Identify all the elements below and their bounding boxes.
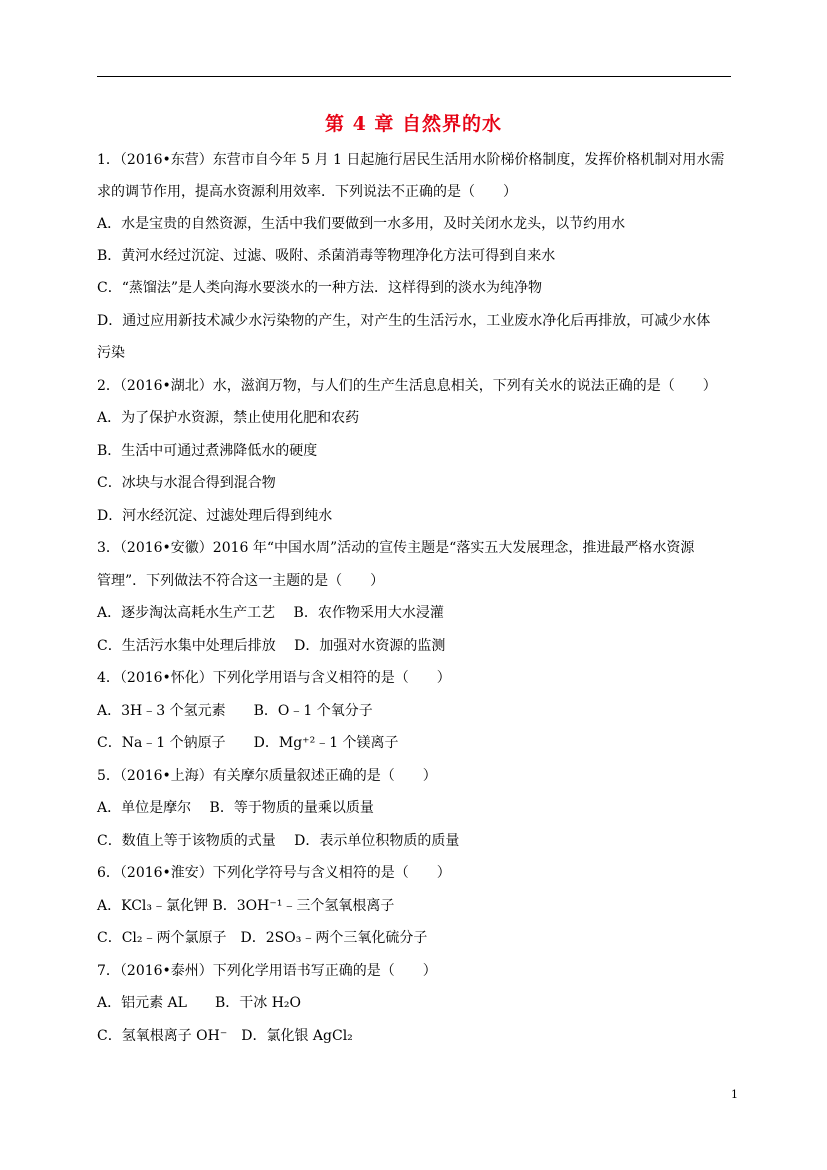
- q2-option-c: C．冰块与水混合得到混合物: [97, 475, 276, 491]
- q4-stem: 4．（2016•怀化）下列化学用语与含义相符的是（ ）: [97, 670, 451, 686]
- q7-stem: 7．（2016•泰州）下列化学用语书写正确的是（ ）: [97, 963, 437, 979]
- q7-options-cd: C．氢氧根离子 OH⁻ D．氯化银 AgCl₂: [97, 1028, 353, 1044]
- q5-stem: 5．（2016•上海）有关摩尔质量叙述正确的是（ ）: [97, 768, 437, 784]
- q1-option-d-line1: D．通过应用新技术减少水污染物的产生，对产生的生活污水，工业废水净化后再排放，可减少水体: [97, 313, 711, 329]
- q1-option-c: C．“蒸馏法”是人类向海水要淡水的一种方法．这样得到的淡水为纯净物: [97, 280, 543, 296]
- q6-options-cd: C．Cl₂﹣两个氯原子 D．2SO₃﹣两个三氧化硫分子: [97, 930, 428, 946]
- q3-stem-line1: 3．（2016•安徽）2016 年“中国水周”活动的宣传主题是“落实五大发展理念，推进最严格水资源: [97, 540, 695, 556]
- q1-option-d-line2: 污染: [97, 345, 125, 361]
- page-number: 1: [731, 1088, 738, 1101]
- q2-stem: 2．（2016•湖北）水，滋润万物，与人们的生产生活息息相关，下列有关水的说法正确的是（ ）: [97, 378, 717, 394]
- q3-options-ab: A．逐步淘汰高耗水生产工艺 B．农作物采用大水浸灌: [97, 605, 444, 621]
- q5-options-cd: C．数值上等于该物质的式量 D．表示单位积物质的质量: [97, 833, 460, 849]
- q1-stem-line1: 1．（2016•东营）东营市自今年 5 月 1 日起施行居民生活用水阶梯价格制度，发挥价格机制对用水需: [97, 152, 725, 168]
- chapter-title: 第 4 章 自然界的水: [324, 113, 503, 135]
- q1-option-a: A．水是宝贵的自然资源，生活中我们要做到一水多用，及时关闭水龙头，以节约用水: [97, 216, 626, 232]
- q1-option-b: B．黄河水经过沉淀、过滤、吸附、杀菌消毒等物理净化方法可得到自来水: [97, 248, 556, 264]
- header-rule: [97, 76, 731, 77]
- q2-option-a: A．为了保护水资源，禁止使用化肥和农药: [97, 410, 360, 426]
- q5-options-ab: A．单位是摩尔 B．等于物质的量乘以质量: [97, 800, 374, 816]
- q6-stem: 6．（2016•淮安）下列化学符号与含义相符的是（ ）: [97, 865, 451, 881]
- q6-options-ab: A．KCl₃﹣氯化钾 B．3OH⁻¹﹣三个氢氧根离子: [97, 898, 395, 914]
- q4-options-cd: C．Na﹣1 个钠原子 D．Mg⁺²﹣1 个镁离子: [97, 735, 399, 751]
- q7-options-ab: A．铝元素 AL B．干冰 H₂O: [97, 995, 302, 1011]
- q2-option-d: D．河水经沉淀、过滤处理后得到纯水: [97, 508, 333, 524]
- q3-options-cd: C．生活污水集中处理后排放 D．加强对水资源的监测: [97, 638, 446, 654]
- q4-options-ab: A．3H﹣3 个氢元素 B．O﹣1 个氧分子: [97, 703, 373, 719]
- q3-stem-line2: 管理”．下列做法不符合这一主题的是（ ）: [97, 573, 385, 589]
- q1-stem-line2: 求的调节作用，提高水资源利用效率．下列说法不正确的是（ ）: [97, 184, 517, 200]
- q2-option-b: B．生活中可通过煮沸降低水的硬度: [97, 443, 318, 459]
